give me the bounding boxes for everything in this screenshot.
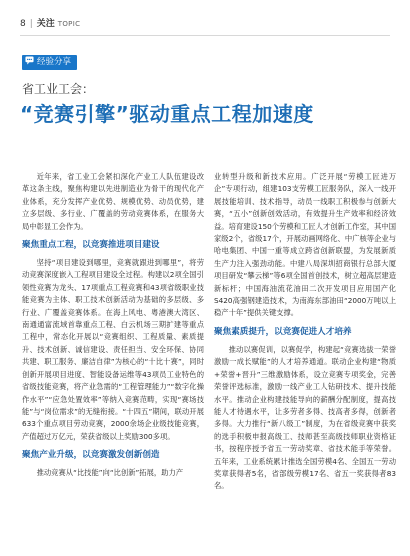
section-heading: 聚焦重点工程，以竞赛推进项目建设 xyxy=(22,240,160,251)
paragraph: 坚持“项目建设到哪里，竞赛就跟进到哪里”，将劳动竞赛深度嵌入工程项目建设全过程。构建以2项全国引领性竞赛为龙头、17项重点工程竞赛和43项省级职业技能竞赛为主体、职工技术创新活动为基础的多层级、多行业、广覆盖竞赛体系。在海上风电、粤港澳大湾区、南通通富流域首靠重点工程、白云机场三期扩建等重点工程中，常态化开展以“竞赛组织、工程质量、素质提升、技术创新、诚信建设、责任担当、安全环保、协同共建、职工服务、廉洁自律”为核心的“十比十赛”，同时创新开展项目进度、智能设备运维等43项员工业特色的省级技能竞赛，将产业急需的“工程管理能力”“数字化操作水平”“应急处置效率”等纳入竞赛范畴，实现“赛场技能”与“岗位需求”的无缝衔接。“十四五”期间，联动开展633个重点项目劳动竞赛，2000余场企业级技能竞赛，产值超过万亿元，荣获省级以上奖励300多项。 xyxy=(22,258,204,441)
section-name: 关注 xyxy=(36,19,55,29)
badge-label: 经验分享 xyxy=(37,57,72,67)
paragraph: 推动竞赛从“比技能”向“比创新”拓展，助力产 xyxy=(36,468,184,478)
paragraph: 业转型升级和新技术应用。广泛开展“劳模工匠进万企”专项行动，组建103支劳模工匠服务队，深入一线开展技能培训、技术指导，动员一线职工积极参与创新大赛，“五小”创新创效活动，有效提升生产效率和经济效益。培育建设150个劳模和工匠人才创新工作室，其中国家级2个，省级17个，开展动画网络化、中广核等企业与哈电集团、中国一重等成立跨省创新联盟，为发展新质生产力注入强劲动能。中建八局深圳招商银行总部大厦项目研发“攀云梯”等6项全国首创技术，树立超高层建造新标杆；中国海油流花油田二次开发项目应用国产化S420高强钢建造技术，为南海东部油田“2000万吨以上稳产十年”提供关键支撑。 xyxy=(214,172,396,318)
page-number: 8 xyxy=(20,19,26,29)
header-divider: | xyxy=(29,19,33,29)
section-heading: 聚焦素质提升，以竞赛促进人才培养 xyxy=(214,326,352,337)
article-kicker: 省工业工会： xyxy=(22,82,95,96)
section-topic: TOPIC xyxy=(57,20,81,28)
right-column xyxy=(214,171,396,493)
paragraph: 近年来，省工业工会紧扣深化产业工人队伍建设改革这条主线，聚焦构建以先进制造业为骨干的现代化产业体系，充分发挥产业优势、规模优势、动员优势，建立多层级、多行业、广覆盖的劳动竞赛体系，在服务大局中彰显工会作为。 xyxy=(22,172,204,231)
header-rule xyxy=(20,35,390,36)
left-column xyxy=(22,171,204,480)
page-header xyxy=(20,16,80,29)
article-title: “竞赛引擎”驱动重点工程加速度 xyxy=(20,102,314,126)
experience-badge xyxy=(22,55,77,70)
chat-bubble-icon xyxy=(25,56,34,65)
section-heading: 聚焦产业升级，以竞赛激发创新创造 xyxy=(22,450,160,461)
paragraph: 推动以赛促训，以赛促学，构建起“竞赛选拔一荣誉激励一成长赋能”的人才培养通道。联动企业构建“物质+荣誉+晋升”三维激励体系，设立竞赛专项奖金，完善荣誉评选标准，激励一线产业工人钻研技术、提升技能水平。推动企业构建技能导向的薪酬分配制度，提高技能人才待遇水平，让多劳者多得、技高者多得，创新者多得。大力推行“新八级工”制度，为在省级竞赛中获奖的选手积极申报高级工、技师甚至高级技师职业资格证书，按程序授予省五一劳动奖章、省技术能手等荣誉。五年来，工业系统累计推选全国劳模4名、全国五一劳动奖章获得者5名，省部级劳模17名、省五一奖获得者83名。 xyxy=(214,344,396,491)
